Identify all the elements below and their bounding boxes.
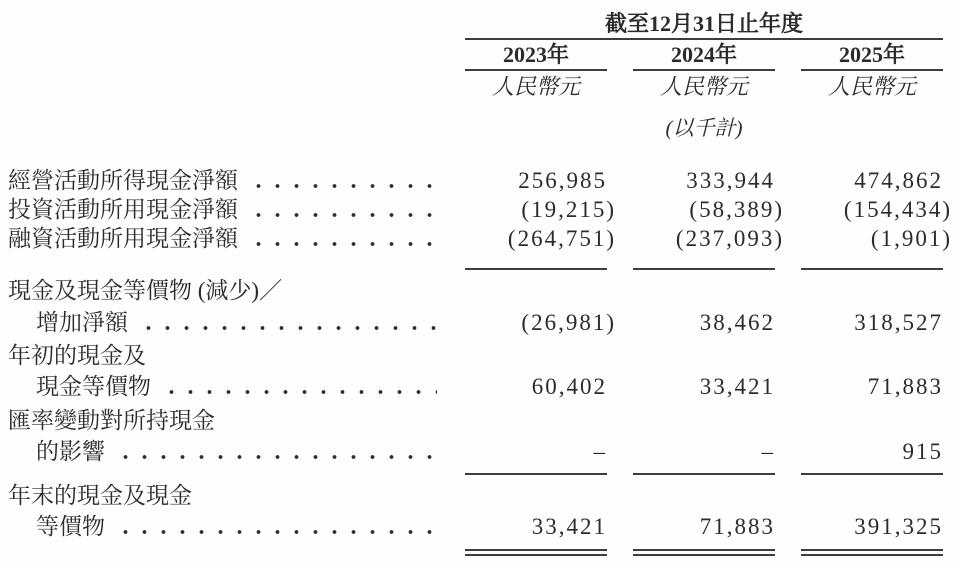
grand-total-rule-row: [0, 549, 960, 556]
period-header: 截至12月31日止年度: [465, 12, 943, 40]
value-cell: 318,527: [854, 310, 943, 335]
scale-note-row: [0, 117, 960, 139]
value-cell: (19,215): [521, 197, 616, 222]
table-row: [0, 406, 960, 435]
column-rule: [465, 268, 607, 270]
row-label: 的影響: [36, 439, 105, 464]
table-row: [0, 166, 960, 195]
dot-leader: [158, 372, 437, 401]
table-row: [0, 276, 960, 305]
value-cell: (264,751): [507, 226, 616, 251]
value-cell: 33,421: [699, 374, 775, 399]
currency-unit-label: 人民幣元: [827, 74, 916, 99]
year-column-header-2025: 2025年: [801, 44, 943, 71]
dot-leader: [112, 512, 437, 541]
table-row: [0, 195, 960, 224]
value-cell: 256,985: [518, 168, 607, 193]
value-cell: (154,434): [843, 197, 952, 222]
grand-total-rule: [801, 549, 943, 556]
value-cell: 33,421: [531, 514, 607, 539]
column-rule: [801, 473, 943, 475]
table-row: [0, 437, 960, 466]
subtotal-rule-row: [0, 268, 960, 270]
column-rule: [465, 473, 607, 475]
currency-unit-label: 人民幣元: [659, 74, 748, 99]
value-cell: –: [761, 439, 775, 464]
value-cell: (1,901): [870, 226, 952, 251]
year-column-header-2024: 2024年: [633, 44, 775, 71]
column-rule: [633, 473, 775, 475]
grand-total-rule: [633, 549, 775, 556]
table-row: [0, 372, 960, 401]
table-row: [0, 224, 960, 253]
value-cell: 391,325: [854, 514, 943, 539]
table-row: [0, 308, 960, 337]
table-row: [0, 481, 960, 510]
row-label: 投資活動所用現金淨額: [8, 197, 238, 222]
dot-leader: [245, 166, 437, 195]
subtotal-rule-row: [0, 473, 960, 475]
dot-leader: [245, 195, 437, 224]
row-label: 匯率變動對所持現金: [8, 408, 215, 433]
table-row: [0, 341, 960, 370]
table-row: [0, 512, 960, 541]
value-cell: 474,862: [854, 168, 943, 193]
row-label: 增加淨額: [36, 310, 128, 335]
row-label: 等價物: [36, 514, 105, 539]
period-header-row: [0, 12, 960, 40]
dot-leader: [245, 224, 437, 253]
column-rule: [801, 268, 943, 270]
value-cell: 71,883: [867, 374, 943, 399]
currency-unit-label: 人民幣元: [491, 74, 580, 99]
dot-leader: [112, 437, 437, 466]
row-label: 年末的現金及現金: [8, 483, 192, 508]
scale-note: (以千計): [665, 116, 743, 140]
value-cell: 333,944: [686, 168, 775, 193]
dot-leader: [135, 308, 437, 337]
value-cell: (26,981): [521, 310, 616, 335]
currency-unit-row: [0, 76, 960, 97]
year-column-header-2023: 2023年: [465, 44, 607, 71]
row-label: 年初的現金及: [8, 343, 146, 368]
value-cell: (58,389): [689, 197, 784, 222]
value-cell: (237,093): [675, 226, 784, 251]
year-header-row: [0, 44, 960, 71]
value-cell: 38,462: [699, 310, 775, 335]
column-rule: [633, 268, 775, 270]
value-cell: 60,402: [531, 374, 607, 399]
grand-total-rule: [465, 549, 607, 556]
value-cell: 71,883: [699, 514, 775, 539]
row-label: 融資活動所用現金淨額: [8, 226, 238, 251]
row-label: 經營活動所得現金淨額: [8, 168, 238, 193]
period-header-span: [465, 12, 953, 40]
row-label: 現金等價物: [36, 374, 151, 399]
row-label: 現金及現金等價物 (減少)／: [8, 278, 283, 303]
value-cell: –: [593, 439, 607, 464]
value-cell: 915: [902, 439, 943, 464]
